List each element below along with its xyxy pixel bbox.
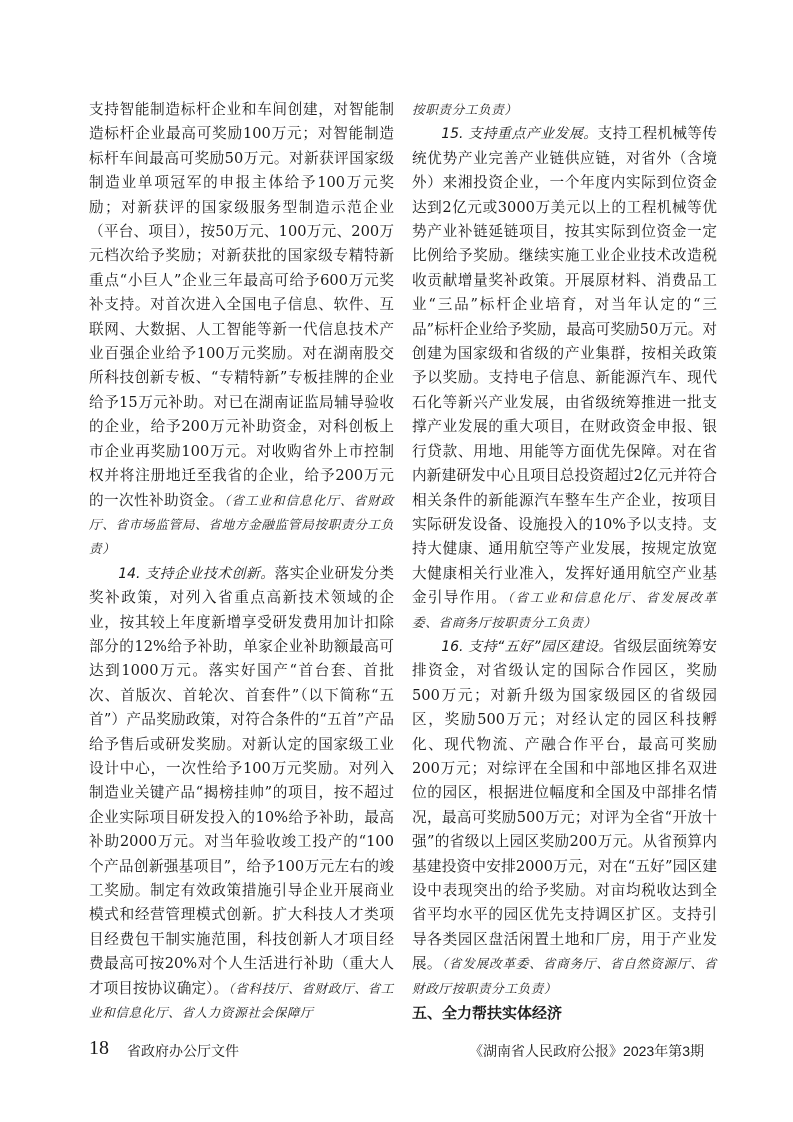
paragraph-text: 省级层面统筹安排资金，对省级认定的国际合作园区，奖励500万元；对新升级为国家级园区的省级园区，奖励500万元；对经认定的园区科技孵化、现代物流、产融合作平台，最高可奖励200万元；对综评在全国和中部地区排名双进位的园区，根据进位幅度和全国及中部排名情况，最高可奖励500万元；对评为全省“开放十强”的省级以上园区奖励200万元。从省预算内基建投资中安排2000万元，对在“五好”园区建设中表现突出的给予奖励。对亩均税收达到全省平均水平的园区优先支持调区扩区。支持引导各类园区盘活闲置土地和厂房，用于产业发展。 (412, 637, 717, 973)
paragraph-14 (89, 562, 394, 1026)
paragraph-text: 支持智能制造标杆企业和车间创建，对智能制造标杆企业最高可奖励100万元；对智能制造标杆车间最高可奖励50万元。对新获评国家级制造业单项冠军的申报主体给予100万元奖励；对新获评的国家级服务型制造示范企业（平台、项目），按50万元、100万元、200万元档次给予奖励；对新获批的国家级专精特新重点“小巨人”企业三年最高可给予600万元奖补支持。对首次进入全国电子信息、软件、互联网、大数据、人工智能等新一代信息技术产业百强企业给予100万元奖励。对在湖南股交所科技创新专板、“专精特新”专板挂牌的企业给予15万元补助。对已在湖南证监局辅导验收的企业，给予200万元补助资金，对科创板上市企业再奖励100万元。对收购省外上市控制权并将注册地迁至我省的企业，给予200万元的一次性补助资金。 (89, 101, 394, 509)
page-number: 18 (89, 1037, 109, 1059)
left-column (89, 98, 394, 1025)
item-heading: 14. 支持企业技术创新。 (118, 565, 275, 582)
responsibility-note: （省工业和信息化厅、省发展改革委、省商务厅按职责分工负责） (412, 590, 717, 630)
responsibility-note: （省工业和信息化厅、省财政厅、省市场监管局、省地方金融监管局按职责分工负责） (89, 492, 394, 557)
page-footer (89, 1039, 704, 1063)
item-heading: 16. 支持“五好”园区建设。 (441, 638, 613, 655)
footer-publication-label: 《湖南省人民政府公报》2023年第3期 (469, 1043, 704, 1059)
responsibility-note: （省发展改革委、省商务厅、省自然资源厅、省财政厅按职责分工负责） (412, 956, 717, 996)
paragraph-13-continued (89, 98, 394, 562)
paragraph-text: 落实企业研发分类奖补政策，对列入省重点高新技术领域的企业，按其较上年度新增享受研发费用加计扣除部分的12%给予补助，单家企业补助额最高可达到1000万元。落实好国产“首台套、首批次、首版次、首轮次、首套件”（以下简称“五首”）产品奖励政策，对符合条件的“五首”产品给予售后或研发奖励。对新认定的国家级工业设计中心，一次性给予100万元奖励。对列入制造业关键产品“揭榜挂帅”的项目，按不超过企业实际项目研发投入的10%给予补助，最高补助2000万元。对当年验收竣工投产的“100个产品创新强基项目”，给予100万元左右的竣工奖励。制定有效政策措施引导企业开展商业模式和经营管理模式创新。扩大科技人才类项目经费包干制实施范围，科技创新人才项目经费最高可按20%对个人生活进行补助（重大人才项目按协议确定）。 (89, 564, 394, 997)
paragraph-16 (412, 635, 717, 1001)
paragraph-text: 支持工程机械等传统优势产业完善产业链供应链，对省外（含境外）来湘投资企业，一个年度内实际到位资金达到2亿元或3000万美元以上的工程机械等优势产业补链延链项目，按其实际到位资金一定比例给予奖励。继续实施工业企业技术改造税收贡献增量奖补政策。开展原材料、消费品工业“三品”标杆企业培育，对当年认定的“三品”标杆企业给予奖励，最高可奖励50万元。对创建为国家级和省级的产业集群，按相关政策予以奖励。支持电子信息、新能源汽车、现代石化等新兴产业发展，由省级统筹推进一批支撑产业发展的重大项目，在财政资金申报、银行贷款、用地、用能等方面优先保障。对在省内新建研发中心且项目总投资超过2亿元并符合相关条件的新能源汽车整车生产企业，按项目实际研发设备、设施投入的10%予以支持。支持大健康、通用航空等产业发展，按规定放宽大健康相关行业准入，发挥好通用航空产业基金引导作用。 (412, 125, 717, 607)
right-column (412, 98, 717, 1025)
section-heading: 五、全力帮扶实体经济 (412, 1004, 563, 1023)
paragraph-14-continued (412, 98, 717, 122)
footer-section-label: 省政府办公厅文件 (127, 1043, 239, 1059)
responsibility-note: （省科技厅、省财政厅、省工业和信息化厅、省人力资源社会保障厅 (89, 980, 395, 1021)
paragraph-15 (412, 122, 717, 635)
item-heading: 15. 支持重点产业发展。 (441, 126, 598, 143)
responsibility-note: 按职责分工负责） (412, 102, 518, 117)
